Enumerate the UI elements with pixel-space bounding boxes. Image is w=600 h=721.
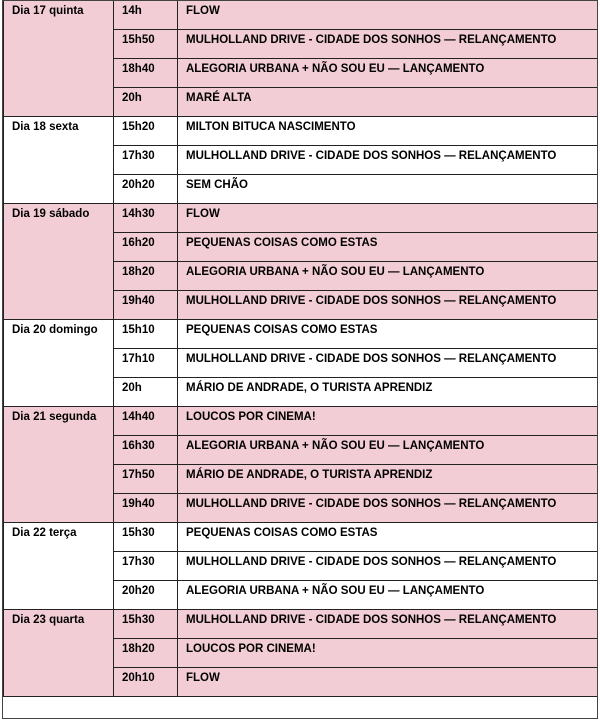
session-title: MULHOLLAND DRIVE - CIDADE DOS SONHOS — RELANÇAMENTO	[178, 494, 598, 523]
session-title: MILTON BITUCA NASCIMENTO	[178, 117, 598, 146]
session-time: 17h50	[114, 465, 178, 494]
day-label: Dia 17 quinta	[4, 1, 114, 117]
session-row	[4, 523, 598, 552]
session-title: ALEGORIA URBANA + NÃO SOU EU — LANÇAMENTO	[178, 59, 598, 88]
session-row	[4, 204, 598, 233]
session-time: 16h30	[114, 436, 178, 465]
day-label: Dia 19 sábado	[4, 204, 114, 320]
day-label: Dia 18 sexta	[4, 117, 114, 204]
day-label: Dia 20 domingo	[4, 320, 114, 407]
day-label: Dia 22 terça	[4, 523, 114, 610]
session-title: LOUCOS POR CINEMA!	[178, 639, 598, 668]
session-time: 20h	[114, 88, 178, 117]
session-time: 19h40	[114, 494, 178, 523]
session-time: 15h30	[114, 523, 178, 552]
session-title: ALEGORIA URBANA + NÃO SOU EU — LANÇAMENTO	[178, 262, 598, 291]
session-time: 18h20	[114, 262, 178, 291]
session-title: FLOW	[178, 204, 598, 233]
schedule-table	[3, 0, 598, 697]
session-time: 20h20	[114, 175, 178, 204]
session-time: 15h50	[114, 30, 178, 59]
session-time: 17h10	[114, 349, 178, 378]
session-time: 19h40	[114, 291, 178, 320]
session-title: MÁRIO DE ANDRADE, O TURISTA APRENDIZ	[178, 465, 598, 494]
session-title: MULHOLLAND DRIVE - CIDADE DOS SONHOS — RELANÇAMENTO	[178, 146, 598, 175]
session-time: 15h20	[114, 117, 178, 146]
session-title: LOUCOS POR CINEMA!	[178, 407, 598, 436]
session-time: 14h40	[114, 407, 178, 436]
day-label: Dia 23 quarta	[4, 610, 114, 697]
session-time: 16h20	[114, 233, 178, 262]
session-time: 20h	[114, 378, 178, 407]
day-label: Dia 21 segunda	[4, 407, 114, 523]
session-row	[4, 610, 598, 639]
schedule-body	[4, 1, 598, 697]
session-title: PEQUENAS COISAS COMO ESTAS	[178, 233, 598, 262]
session-title: FLOW	[178, 668, 598, 697]
session-time: 18h40	[114, 59, 178, 88]
session-time: 14h	[114, 1, 178, 30]
session-title: MULHOLLAND DRIVE - CIDADE DOS SONHOS — RELANÇAMENTO	[178, 30, 598, 59]
session-time: 20h20	[114, 581, 178, 610]
session-title: MARÉ ALTA	[178, 88, 598, 117]
session-title: PEQUENAS COISAS COMO ESTAS	[178, 320, 598, 349]
session-time: 20h10	[114, 668, 178, 697]
session-row	[4, 407, 598, 436]
session-time: 15h30	[114, 610, 178, 639]
session-time: 17h30	[114, 146, 178, 175]
session-title: MULHOLLAND DRIVE - CIDADE DOS SONHOS — RELANÇAMENTO	[178, 610, 598, 639]
session-title: MULHOLLAND DRIVE - CIDADE DOS SONHOS — RELANÇAMENTO	[178, 291, 598, 320]
session-title: MULHOLLAND DRIVE - CIDADE DOS SONHOS — RELANÇAMENTO	[178, 349, 598, 378]
session-row	[4, 117, 598, 146]
session-title: FLOW	[178, 1, 598, 30]
session-title: ALEGORIA URBANA + NÃO SOU EU — LANÇAMENTO	[178, 581, 598, 610]
session-title: PEQUENAS COISAS COMO ESTAS	[178, 523, 598, 552]
session-title: MULHOLLAND DRIVE - CIDADE DOS SONHOS — RELANÇAMENTO	[178, 552, 598, 581]
session-title: ALEGORIA URBANA + NÃO SOU EU — LANÇAMENTO	[178, 436, 598, 465]
session-time: 14h30	[114, 204, 178, 233]
session-time: 17h30	[114, 552, 178, 581]
session-title: SEM CHÃO	[178, 175, 598, 204]
session-row	[4, 320, 598, 349]
session-time: 18h20	[114, 639, 178, 668]
session-title: MÁRIO DE ANDRADE, O TURISTA APRENDIZ	[178, 378, 598, 407]
session-row	[4, 1, 598, 30]
session-time: 15h10	[114, 320, 178, 349]
